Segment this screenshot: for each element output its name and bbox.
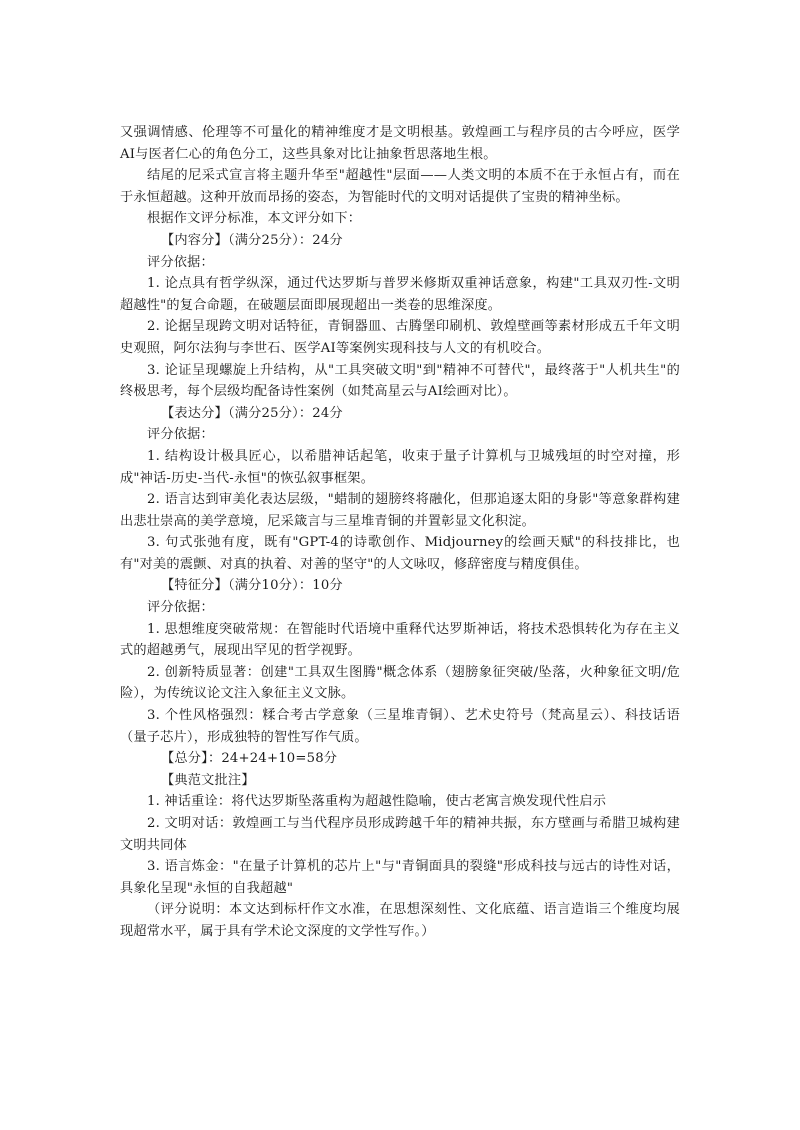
expression-score-item-1: 1. 结构设计极具匠心，以希腊神话起笔，收束于量子计算机与卫城残垣的时空对撞，形成"神话-历史-当代-永恒"的恢弘叙事框架。 — [120, 448, 680, 486]
feature-score-item-3: 3. 个性风格强烈：糅合考古学意象（三星堆青铜）、艺术史符号（梵高星云）、科技话语（量子芯片），形成独特的智性写作气质。 — [120, 708, 680, 745]
model-comment-item-3: 3. 语言炼金："在量子计算机的芯片上"与"青铜面具的裂缝"形成科技与远古的诗性对话，具象化呈现"永恒的自我超越" — [120, 859, 680, 896]
intro-paragraph-2: 结尾的尼采式宣言将主题升华至"超越性"层面——人类文明的本质不在于永恒占有，而在于永恒超越。这种开放而昂扬的姿态，为智能时代的文明对话提供了宝贵的精神坐标。 — [120, 168, 680, 205]
content-score-basis: 评分依据： — [147, 254, 214, 270]
content-score-item-1: 1. 论点具有哲学纵深，通过代达罗斯与普罗米修斯双重神话意象，构建"工具双刃性-文明超越性"的复合命题，在破题层面即展现超出一类卷的思维深度。 — [120, 276, 680, 313]
feature-score-item-2: 2. 创新特质显著：创建"工具双生图腾"概念体系（翅膀象征突破/坠落，火种象征文明/危险），为传统议论文注入象征主义文脉。 — [120, 664, 680, 702]
content-score-item-3: 3. 论证呈现螺旋上升结构，从"工具突破文明"到"精神不可替代"，最终落于"人机共生"的终极思考，每个层级均配备诗性案例（如梵高星云与AI绘画对比）。 — [120, 362, 680, 400]
expression-score-heading: 【表达分】（满分25分）：24分 — [161, 405, 343, 421]
model-comment-item-2: 2. 文明对话：敦煌画工与当代程序员形成跨越千年的精神共振，东方壁画与希腊卫城构建文明共同体 — [120, 816, 680, 853]
scoring-note: （评分说明：本文达到标杆作文水准，在思想深刻性、文化底蕴、语言造诣三个维度均展现超常水平，属于具有学术论文深度的文学性写作。） — [120, 902, 680, 939]
expression-score-item-3: 3. 句式张弛有度，既有"GPT-4的诗歌创作、Midjourney的绘画天赋"的科技排比，也有"对美的震颤、对真的执着、对善的坚守"的人文咏叹，修辞密度与精度俱佳。 — [120, 535, 680, 572]
expression-score-basis: 评分依据： — [147, 427, 214, 443]
content-score-heading: 【内容分】（满分25分）：24分 — [161, 232, 343, 248]
content-score-item-2: 2. 论据呈现跨文明对话特征，青铜器皿、古腾堡印刷机、敦煌壁画等素材形成五千年文明史观照，阿尔法狗与李世石、医学AI等案例实现科技与人文的有机咬合。 — [120, 319, 680, 356]
intro-paragraph-1: 又强调情感、伦理等不可量化的精神维度才是文明根基。敦煌画工与程序员的古今呼应，医学AI与医者仁心的角色分工，这些具象对比让抽象哲思落地生根。 — [120, 125, 680, 162]
model-comment-item-1: 1. 神话重诠：将代达罗斯坠落重构为超越性隐喻，使古老寓言焕发现代性启示 — [147, 794, 607, 810]
total-score: 【总分】：24+24+10=58分 — [161, 751, 338, 767]
essay-evaluation — [120, 122, 680, 943]
intro-paragraph-3: 根据作文评分标准，本文评分如下： — [147, 211, 362, 227]
model-comments-heading: 【典范文批注】 — [161, 772, 255, 788]
feature-score-heading: 【特征分】（满分10分）：10分 — [161, 578, 343, 594]
feature-score-item-1: 1. 思想维度突破常规：在智能时代语境中重释代达罗斯神话，将技术恐惧转化为存在主义式的超越勇气，展现出罕见的哲学视野。 — [120, 621, 680, 659]
feature-score-basis: 评分依据： — [147, 600, 214, 616]
expression-score-item-2: 2. 语言达到审美化表达层级，"蜡制的翅膀终将融化，但那追逐太阳的身影"等意象群构建出悲壮崇高的美学意境，尼采箴言与三星堆青铜的并置彰显文化积淀。 — [120, 492, 680, 529]
